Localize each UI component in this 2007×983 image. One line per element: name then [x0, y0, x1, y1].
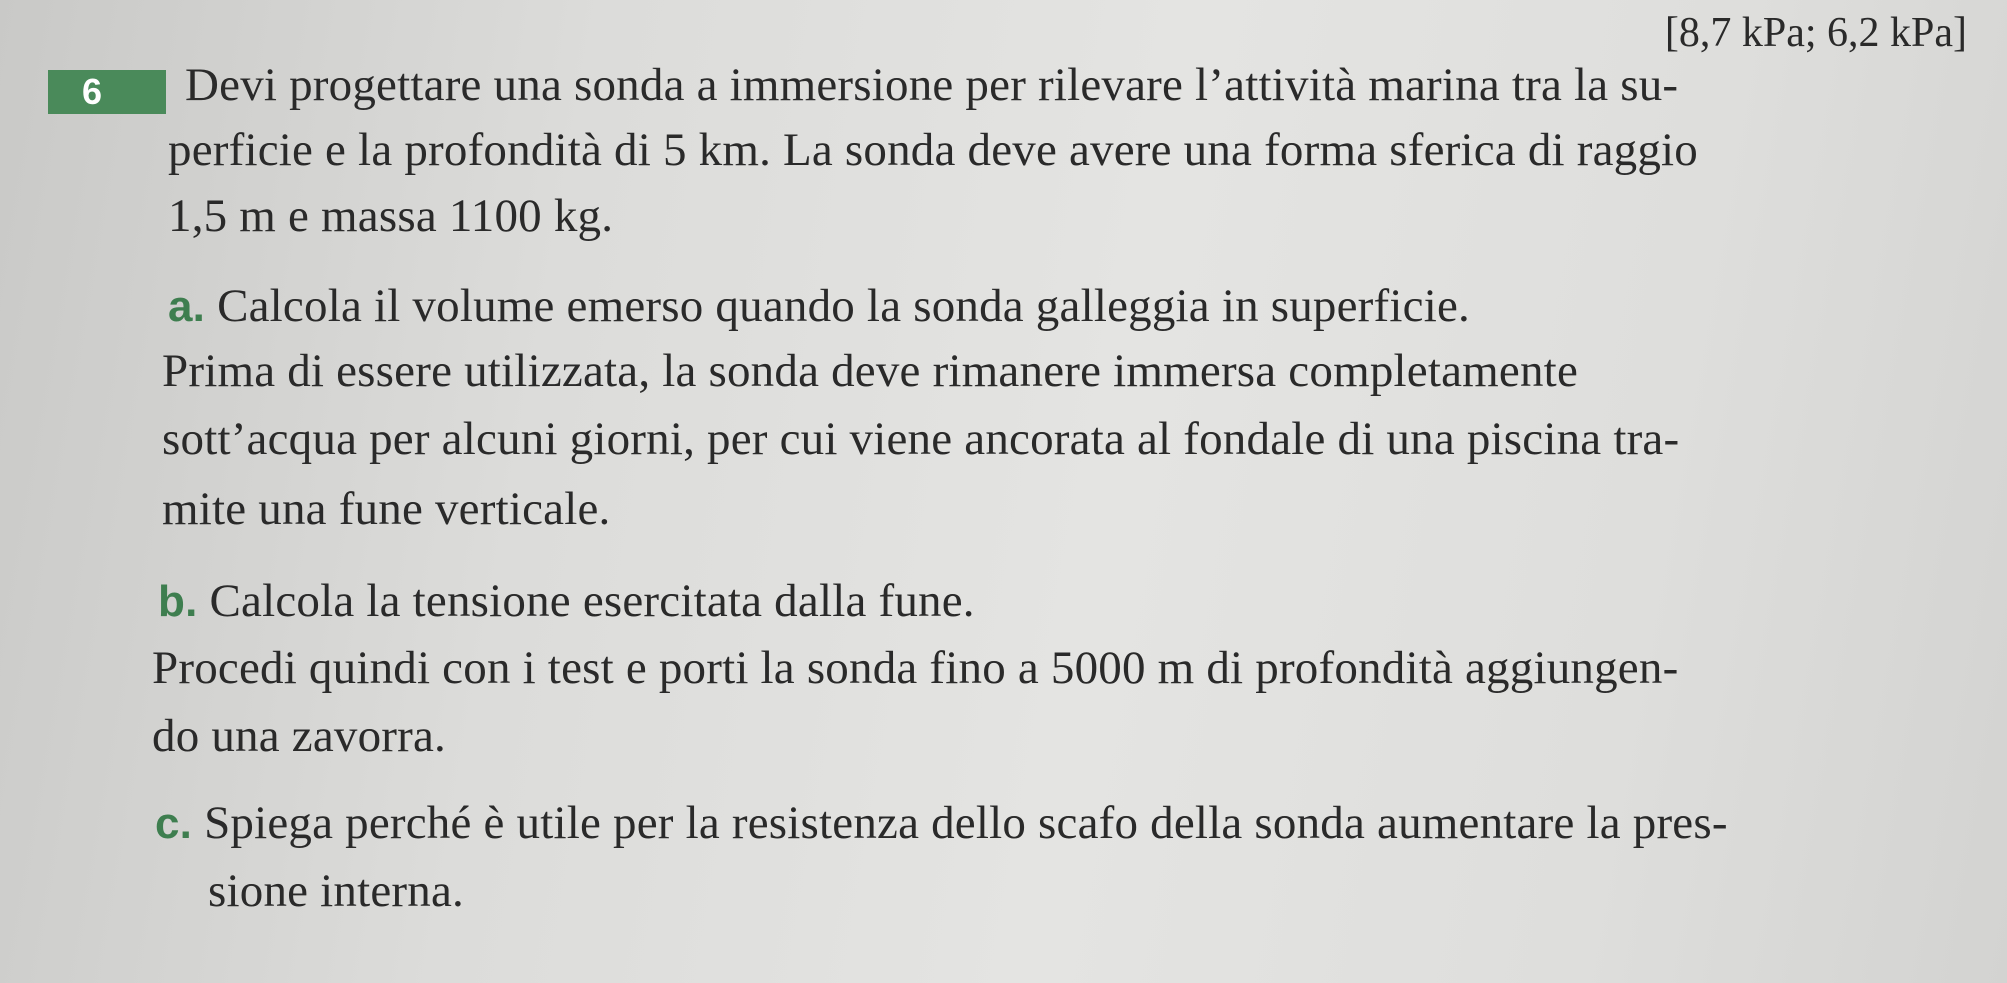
context-line-1: Prima di essere utilizzata, la sonda deve rimanere immersa completamente: [162, 345, 1579, 397]
part-b-question: Calcola la tensione esercitata dalla fune.: [209, 575, 975, 627]
part-c-marker: c.: [155, 799, 193, 848]
part-b-marker: b.: [158, 577, 198, 626]
intro-line-1: Devi progettare una sonda a immersione per rilevare l’attività marina tra la su-: [185, 59, 1679, 111]
part-b: [158, 575, 975, 627]
procedure-line-2: do una zavorra.: [152, 710, 446, 762]
part-a-question: Calcola il volume emerso quando la sonda galleggia in superficie.: [217, 280, 1470, 332]
intro-line-2: perficie e la profondità di 5 km. La sonda deve avere una forma sferica di raggio: [168, 124, 1698, 176]
procedure-line-1: Procedi quindi con i test e porti la sonda fino a 5000 m di profondità aggiungen-: [152, 642, 1679, 694]
part-a: [168, 280, 1470, 332]
intro-line-3: 1,5 m e massa 1100 kg.: [168, 190, 614, 242]
context-line-3: mite una fune verticale.: [162, 483, 611, 535]
part-c-question-line-2: sione interna.: [208, 865, 464, 917]
part-a-marker: a.: [168, 282, 206, 331]
exercise-number-badge: 6: [48, 70, 166, 114]
part-c-question-line-1: Spiega perché è utile per la resistenza dello scafo della sonda aumentare la pres-: [204, 797, 1728, 849]
previous-answers: [8,7 kPa; 6,2 kPa]: [1664, 10, 1967, 56]
part-c: [155, 797, 1728, 849]
context-line-2: sott’acqua per alcuni giorni, per cui viene ancorata al fondale di una piscina tra-: [162, 413, 1680, 465]
